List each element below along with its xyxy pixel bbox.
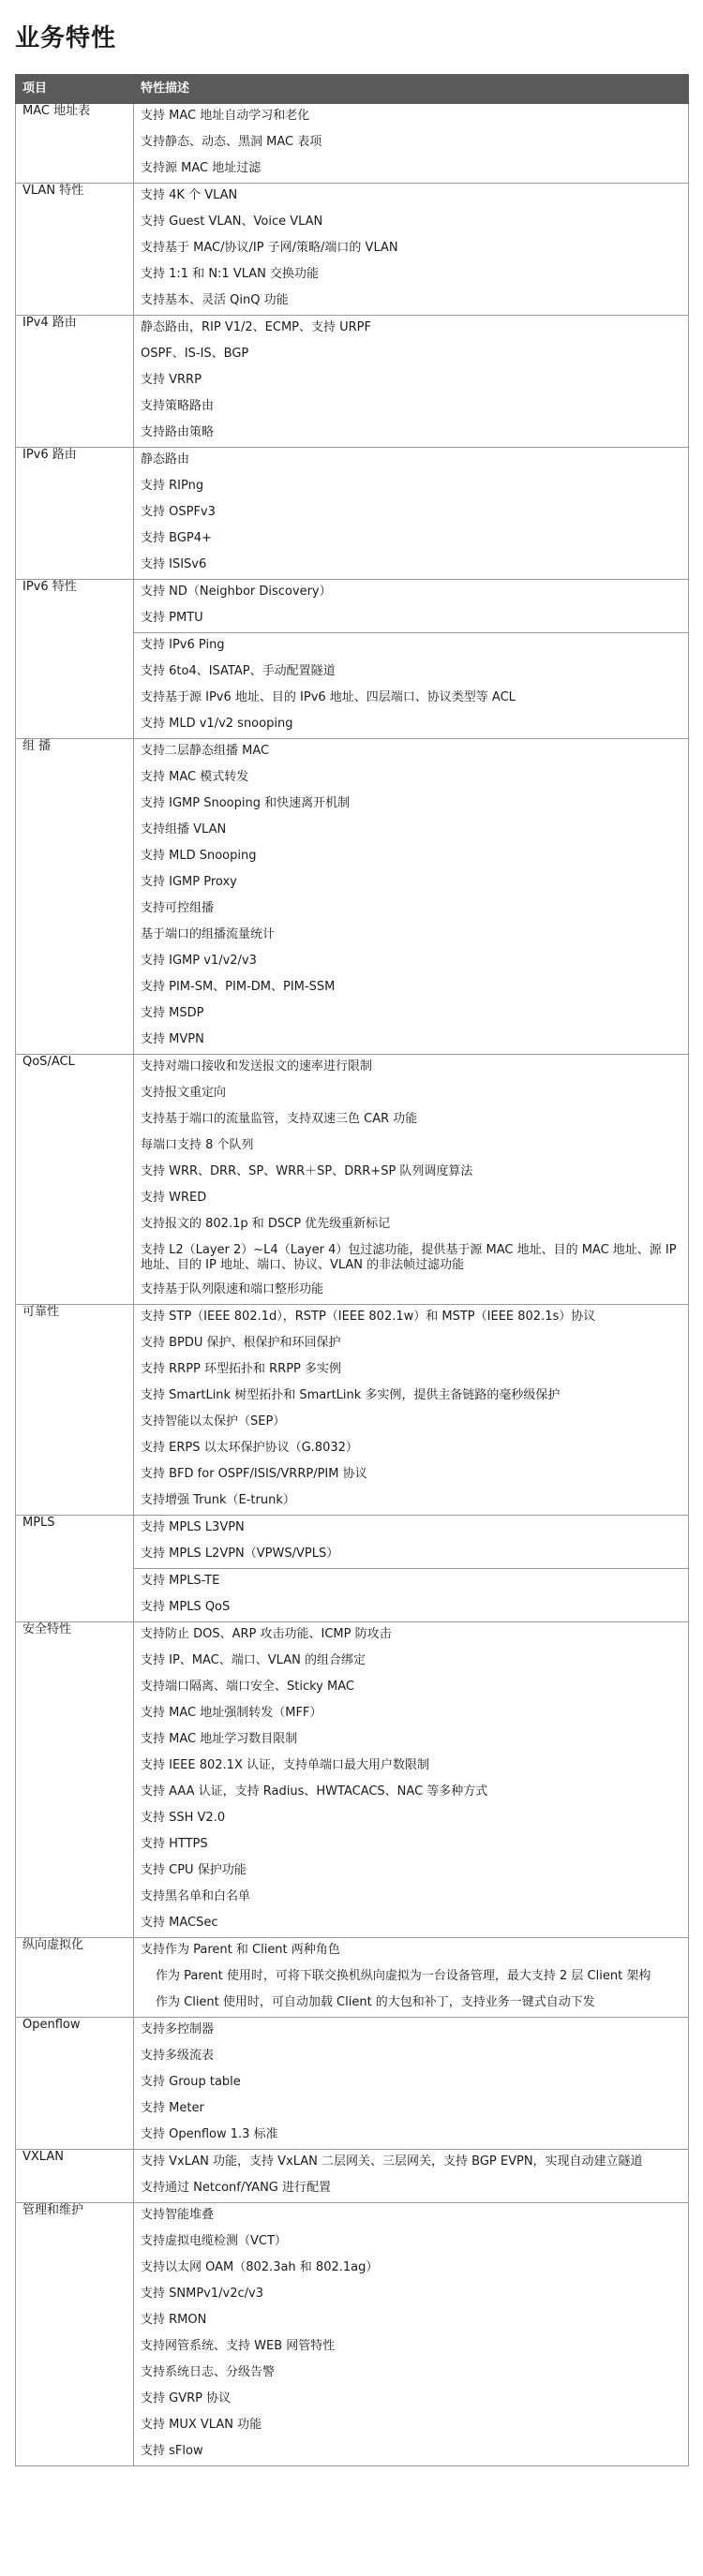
feature-cell bbox=[134, 1305, 689, 1516]
feature-item: 支持 IGMP Snooping 和快速离开机制 bbox=[141, 796, 351, 810]
feature-item: 支持 6to4、ISATAP、手动配置隧道 bbox=[141, 664, 336, 678]
feature-item: 支持 ERPS 以太环保护协议（G.8032） bbox=[141, 1441, 358, 1455]
feature-item: 支持 SNMPv1/v2c/v3 bbox=[141, 2287, 263, 2301]
category-cell: MPLS bbox=[16, 1516, 134, 1622]
feature-item: 基于端口的组播流量统计 bbox=[141, 927, 276, 941]
category-cell: 纵向虚拟化 bbox=[16, 1938, 134, 2018]
feature-cell bbox=[134, 104, 689, 184]
feature-item: 支持 BGP4+ bbox=[141, 531, 212, 545]
feature-item: 支持 Guest VLAN、Voice VLAN bbox=[141, 215, 323, 229]
feature-item: 支持 WRED bbox=[141, 1191, 207, 1205]
feature-item: 支持二层静态组播 MAC bbox=[141, 744, 270, 758]
header-description: 特性描述 bbox=[134, 75, 689, 104]
feature-cell bbox=[134, 2150, 689, 2203]
feature-cell bbox=[134, 580, 689, 739]
feature-cell bbox=[134, 448, 689, 580]
feature-item: 支持 MUX VLAN 功能 bbox=[141, 2418, 262, 2432]
feature-item: 支持 MPLS-TE bbox=[134, 1568, 688, 1595]
feature-item: 支持对端口接收和发送报文的速率进行限制 bbox=[141, 1059, 373, 1073]
feature-item: OSPF、IS-IS、BGP bbox=[141, 347, 249, 361]
feature-item: 支持黑名单和白名单 bbox=[141, 1889, 251, 1903]
category-cell: MAC 地址表 bbox=[16, 104, 134, 184]
feature-item: 支持多控制器 bbox=[141, 2022, 215, 2036]
feature-item: 支持源 MAC 地址过滤 bbox=[141, 161, 262, 175]
feature-item: 支持 OSPFv3 bbox=[141, 505, 216, 519]
feature-item: 支持 1:1 和 N:1 VLAN 交换功能 bbox=[141, 267, 320, 281]
feature-item: 作为 Parent 使用时，可将下联交换机纵向虚拟为一台设备管理，最大支持 2 层 Client 架构 bbox=[156, 1969, 651, 1983]
page-title: 业务特性 bbox=[15, 24, 117, 52]
feature-item: 支持 AAA 认证，支持 Radius、HWTACACS、NAC 等多种方式 bbox=[141, 1784, 488, 1799]
table-header bbox=[16, 75, 689, 104]
header-item: 项目 bbox=[16, 75, 134, 104]
table-row bbox=[16, 1305, 689, 1516]
feature-item: 支持 PIM-SM、PIM-DM、PIM-SSM bbox=[141, 980, 336, 994]
feature-item: 支持虚拟电缆检测（VCT） bbox=[141, 2234, 287, 2248]
feature-cell bbox=[134, 1055, 689, 1305]
category-cell: VXLAN bbox=[16, 2150, 134, 2203]
feature-item: 支持增强 Trunk（E-trunk） bbox=[141, 1493, 295, 1507]
feature-item: 支持 MLD Snooping bbox=[141, 849, 257, 863]
category-cell: 安全特性 bbox=[16, 1622, 134, 1938]
feature-item: 支持 MLD v1/v2 snooping bbox=[141, 717, 293, 731]
feature-item: 支持 Meter bbox=[141, 2101, 204, 2115]
feature-cell bbox=[134, 2018, 689, 2150]
feature-item: 支持 IP、MAC、端口、VLAN 的组合绑定 bbox=[141, 1653, 366, 1667]
feature-item: 支持网管系统、支持 WEB 网管特性 bbox=[141, 2339, 336, 2353]
feature-item: 支持 MPLS QoS bbox=[141, 1600, 231, 1614]
table-row bbox=[16, 2150, 689, 2203]
feature-item: 支持 RMON bbox=[141, 2313, 207, 2327]
feature-item: 支持 PMTU bbox=[141, 611, 203, 625]
category-cell: 管理和维护 bbox=[16, 2203, 134, 2466]
feature-item: 支持系统日志、分级告警 bbox=[141, 2365, 276, 2379]
feature-item: 支持 MACSec bbox=[141, 1916, 218, 1930]
feature-item: 支持端口隔离、端口安全、Sticky MAC bbox=[141, 1680, 354, 1694]
table-body bbox=[16, 104, 689, 2466]
feature-cell bbox=[134, 316, 689, 448]
table-row bbox=[16, 1622, 689, 1938]
feature-item: 支持 IPv6 Ping bbox=[134, 632, 688, 659]
category-cell: Openflow bbox=[16, 2018, 134, 2150]
table-row bbox=[16, 316, 689, 448]
table-row bbox=[16, 448, 689, 580]
feature-item: 支持 L2（Layer 2）~L4（Layer 4）包过滤功能，提供基于源 MAC 地址、目的 MAC 地址、源 IP 地址、目的 IP 地址、端口、协议、VLAN 的非法帧过滤功能 bbox=[141, 1243, 677, 1272]
feature-item: 支持基于端口的流量监管，支持双速三色 CAR 功能 bbox=[141, 1112, 418, 1126]
feature-item: 支持智能以太保护（SEP） bbox=[141, 1414, 286, 1429]
feature-cell bbox=[134, 1516, 689, 1622]
feature-item: 支持策略路由 bbox=[141, 399, 215, 413]
category-cell: VLAN 特性 bbox=[16, 184, 134, 316]
feature-cell bbox=[134, 1622, 689, 1938]
feature-item: 支持 GVRP 协议 bbox=[141, 2391, 232, 2406]
feature-item: 支持组播 VLAN bbox=[141, 822, 227, 836]
feature-cell bbox=[134, 1938, 689, 2018]
feature-item: 支持 WRR、DRR、SP、WRR＋SP、DRR+SP 队列调度算法 bbox=[141, 1164, 473, 1178]
table-row bbox=[16, 104, 689, 184]
feature-item: 静态路由 bbox=[141, 452, 190, 466]
feature-item: 支持 IGMP v1/v2/v3 bbox=[141, 954, 257, 968]
feature-item: 支持通过 Netconf/YANG 进行配置 bbox=[141, 2181, 332, 2195]
feature-cell bbox=[134, 2203, 689, 2466]
feature-item: 支持 MAC 模式转发 bbox=[141, 770, 249, 784]
feature-item: 支持 BFD for OSPF/ISIS/VRRP/PIM 协议 bbox=[141, 1467, 367, 1481]
feature-item: 支持路由策略 bbox=[141, 425, 215, 439]
feature-item: 支持 STP（IEEE 802.1d），RSTP（IEEE 802.1w）和 MSTP（IEEE 802.1s）协议 bbox=[141, 1310, 596, 1324]
feature-item: 支持以太网 OAM（802.3ah 和 802.1ag） bbox=[141, 2260, 379, 2274]
table-row bbox=[16, 2018, 689, 2150]
feature-item: 每端口支持 8 个队列 bbox=[141, 1138, 254, 1152]
feature-item: 支持 VxLAN 功能，支持 VxLAN 二层网关、三层网关，支持 BGP EVPN，实现自动建立隧道 bbox=[141, 2154, 643, 2169]
feature-item: 支持基于 MAC/协议/IP 子网/策略/端口的 VLAN bbox=[141, 241, 398, 255]
spec-table bbox=[15, 74, 689, 2466]
feature-item: 支持 Group table bbox=[141, 2075, 241, 2089]
feature-item: 支持 MAC 地址自动学习和老化 bbox=[141, 109, 310, 123]
category-cell: QoS/ACL bbox=[16, 1055, 134, 1305]
feature-item: 支持 Openflow 1.3 标准 bbox=[141, 2127, 278, 2141]
table-row bbox=[16, 1516, 689, 1622]
table-row bbox=[16, 1938, 689, 2018]
category-cell: IPv6 路由 bbox=[16, 448, 134, 580]
feature-item: 静态路由，RIP V1/2、ECMP、支持 URPF bbox=[141, 320, 371, 334]
feature-item: 支持 MPLS L2VPN（VPWS/VPLS） bbox=[141, 1547, 339, 1561]
feature-item: 支持 sFlow bbox=[141, 2444, 203, 2458]
feature-item: 支持报文重定向 bbox=[141, 1086, 227, 1100]
feature-item: 支持智能堆叠 bbox=[141, 2208, 215, 2222]
feature-item: 支持防止 DOS、ARP 攻击功能、ICMP 防攻击 bbox=[141, 1627, 392, 1641]
category-cell: 组 播 bbox=[16, 739, 134, 1055]
header-row bbox=[16, 75, 689, 104]
feature-item: 支持 MAC 地址强制转发（MFF） bbox=[141, 1706, 322, 1720]
feature-item: 支持可控组播 bbox=[141, 901, 215, 915]
feature-item: 支持 IGMP Proxy bbox=[141, 875, 237, 889]
table-row bbox=[16, 739, 689, 1055]
table-row bbox=[16, 2203, 689, 2466]
feature-item: 支持 MSDP bbox=[141, 1006, 204, 1020]
feature-item: 支持 VRRP bbox=[141, 373, 202, 387]
feature-item: 支持 HTTPS bbox=[141, 1837, 208, 1851]
feature-item: 支持 RIPng bbox=[141, 479, 204, 493]
category-cell: IPv6 特性 bbox=[16, 580, 134, 739]
feature-item: 支持 BPDU 保护、根保护和环回保护 bbox=[141, 1336, 341, 1350]
feature-item: 支持静态、动态、黑洞 MAC 表项 bbox=[141, 135, 322, 149]
feature-item: 支持 SSH V2.0 bbox=[141, 1811, 226, 1825]
feature-item: 支持作为 Parent 和 Client 两种角色 bbox=[141, 1943, 340, 1957]
table-row bbox=[16, 580, 689, 739]
category-cell: IPv4 路由 bbox=[16, 316, 134, 448]
feature-item: 支持 ND（Neighbor Discovery） bbox=[141, 585, 332, 599]
feature-item: 支持基于队列限速和端口整形功能 bbox=[141, 1282, 324, 1296]
feature-item: 支持 IEEE 802.1X 认证，支持单端口最大用户数限制 bbox=[141, 1758, 429, 1772]
feature-item: 支持 MPLS L3VPN bbox=[141, 1520, 245, 1534]
feature-item: 支持基于源 IPv6 地址、目的 IPv6 地址、四层端口、协议类型等 ACL bbox=[141, 690, 516, 704]
category-cell: 可靠性 bbox=[16, 1305, 134, 1516]
feature-item: 支持 RRPP 环型拓扑和 RRPP 多实例 bbox=[141, 1362, 342, 1376]
feature-item: 支持 SmartLink 树型拓扑和 SmartLink 多实例，提供主备链路的毫秒级保护 bbox=[141, 1388, 561, 1402]
table-row bbox=[16, 184, 689, 316]
feature-item: 支持多级流表 bbox=[141, 2049, 215, 2063]
feature-item: 作为 Client 使用时，可自动加载 Client 的大包和补丁，支持业务一键式自动下发 bbox=[156, 1995, 595, 2009]
feature-item: 支持报文的 802.1p 和 DSCP 优先级重新标记 bbox=[141, 1217, 391, 1231]
feature-item: 支持 MAC 地址学习数目限制 bbox=[141, 1732, 298, 1746]
table-row bbox=[16, 1055, 689, 1305]
feature-item: 支持 MVPN bbox=[141, 1032, 204, 1046]
feature-item: 支持基本、灵活 QinQ 功能 bbox=[141, 293, 289, 307]
feature-item: 支持 CPU 保护功能 bbox=[141, 1863, 247, 1877]
feature-item: 支持 4K 个 VLAN bbox=[141, 188, 238, 202]
feature-cell bbox=[134, 739, 689, 1055]
feature-item: 支持 ISISv6 bbox=[141, 557, 207, 571]
feature-cell bbox=[134, 184, 689, 316]
